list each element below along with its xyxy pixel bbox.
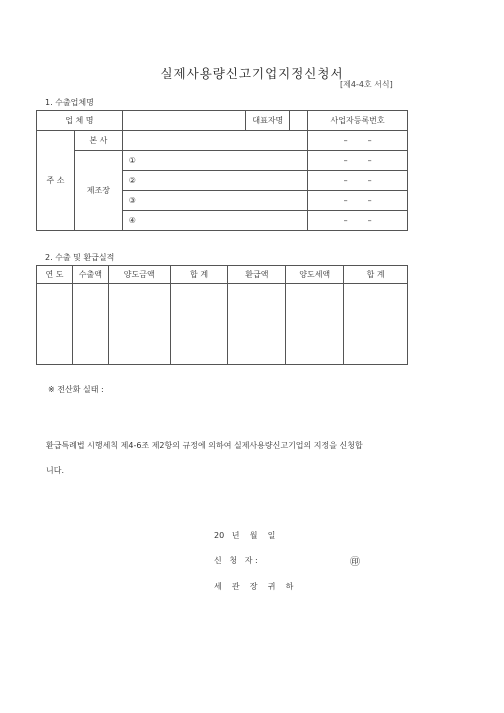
factory-business-no-4[interactable]: – –: [308, 211, 408, 231]
col-export-amount: 수출액: [72, 266, 108, 284]
computerization-status: ※ 전산화 실태 :: [48, 385, 104, 394]
col-refund-amount: 환급액: [228, 266, 286, 284]
company-name-label: 업 체 명: [37, 111, 123, 131]
applicant-label: 신 청 자 :: [214, 556, 258, 565]
transfer-tax-field[interactable]: [286, 284, 344, 365]
col-transfer-amount: 양도금액: [108, 266, 170, 284]
total-1-field[interactable]: [170, 284, 228, 365]
factory-business-no-1[interactable]: – –: [308, 151, 408, 171]
business-no-label: 사업자등록번호: [308, 111, 408, 131]
form-number: [제4-4호 서식]: [340, 80, 393, 89]
head-office-business-no[interactable]: – –: [308, 131, 408, 151]
factory-address-field-1[interactable]: ①: [122, 151, 307, 171]
export-amount-field[interactable]: [72, 284, 108, 365]
section2-heading: 2. 수출 및 환급실적: [45, 253, 115, 262]
seal-mark: ㊞: [350, 557, 360, 568]
company-name-field[interactable]: [122, 111, 246, 131]
statement-line2: 니다.: [46, 466, 64, 475]
date-line: 20 년 월 일: [214, 531, 276, 540]
section1-heading: 1. 수출업체명: [45, 98, 94, 107]
factory-address-field-4[interactable]: ④: [122, 211, 307, 231]
export-refund-table: [36, 265, 408, 365]
factory-address-field-2[interactable]: ②: [122, 171, 307, 191]
factory-business-no-2[interactable]: – –: [308, 171, 408, 191]
head-office-label: 본 사: [74, 131, 122, 151]
col-year: 연 도: [37, 266, 73, 284]
col-transfer-tax: 양도세액: [286, 266, 344, 284]
col-total-1: 합 계: [170, 266, 228, 284]
head-office-address-field[interactable]: [122, 131, 307, 151]
year-field[interactable]: [37, 284, 73, 365]
page-title: 실제사용량신고기업지정신청서: [160, 66, 344, 81]
transfer-amount-field[interactable]: [108, 284, 170, 365]
factory-address-field-3[interactable]: ③: [122, 191, 307, 211]
factory-label: 제조장: [74, 151, 122, 231]
statement-line1: 환급특례법 시행세칙 제4-6조 제2항의 규정에 의하여 실제사용량신고기업의 지정을 신청합: [46, 441, 363, 450]
address-label: 주 소: [37, 131, 75, 231]
col-total-2: 합 계: [344, 266, 408, 284]
representative-label: 대표자명: [246, 111, 290, 131]
addressee: 세 관 장 귀 하: [214, 582, 294, 591]
total-2-field[interactable]: [344, 284, 408, 365]
company-info-table: [36, 110, 408, 231]
factory-business-no-3[interactable]: – –: [308, 191, 408, 211]
representative-field[interactable]: [290, 111, 308, 131]
refund-amount-field[interactable]: [228, 284, 286, 365]
